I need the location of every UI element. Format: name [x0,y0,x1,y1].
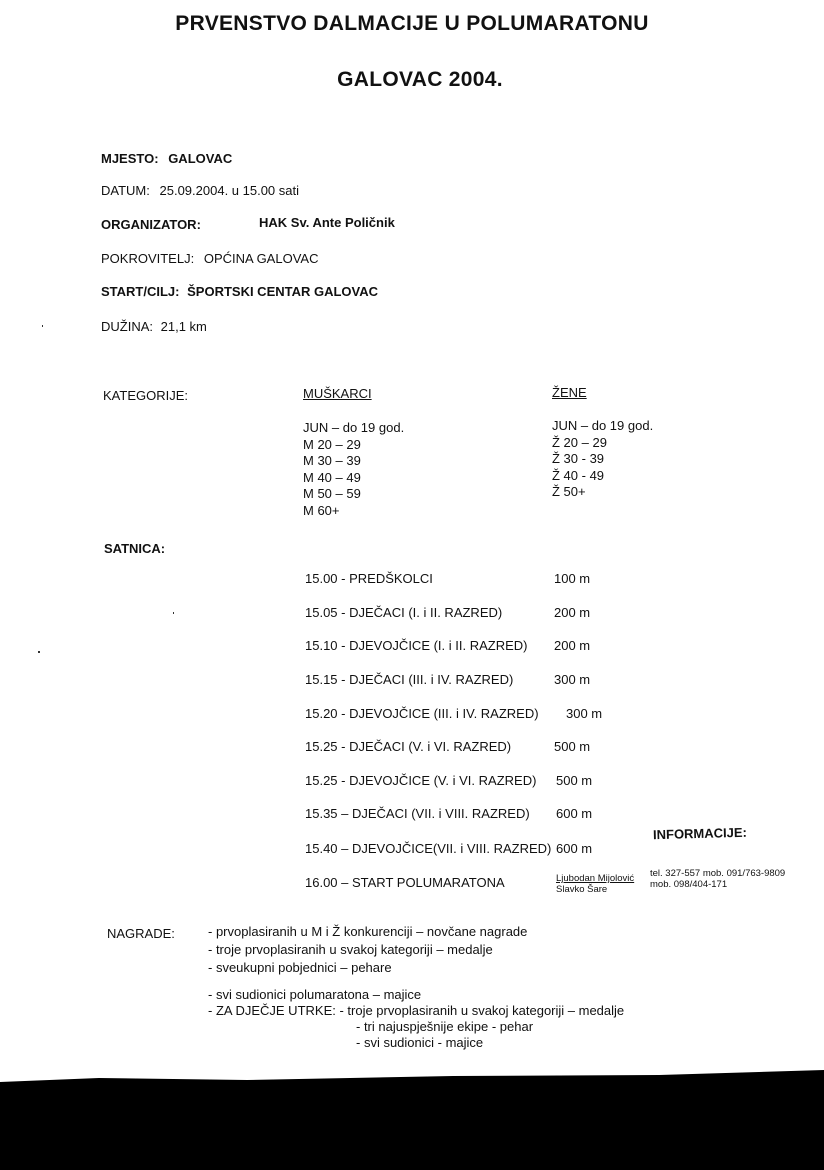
women-header: ŽENE [552,385,587,400]
schedule-event: 15.25 - DJEČACI (V. i VI. RAZRED) [305,739,512,754]
men-category: M 30 – 39 [303,453,361,468]
schedule-event: 15.35 – DJEČACI (VII. i VIII. RAZRED) [305,806,530,821]
duzina-label: DUŽINA: [101,319,153,334]
pokrovitelj-value: OPĆINA GALOVAC [203,251,319,266]
nagrade-item: - troje prvoplasiranih u svakoj kategoriji – medalje [208,942,493,957]
satnica-label: SATNICA: [104,541,166,556]
schedule-distance: 100 m [554,571,591,586]
men-category: M 20 – 29 [303,436,361,452]
schedule-event: 15.40 – DJEVOJČICE(VII. i VIII. RAZRED) [305,841,552,856]
women-category-list [552,418,653,501]
women-category: Ž 40 - 49 [552,467,605,483]
datum-value: 25.09.2004. u 15.00 sati [159,183,300,198]
schedule-event: 15.05 - DJEČACI (I. i II. RAZRED) [305,605,503,620]
document-subtitle: GALOVAC 2004. [337,68,503,91]
nagrade-sub-item: - svi sudionici - majice [356,1035,484,1050]
duzina-row [101,319,207,334]
men-category: M 40 – 49 [303,469,361,485]
informacije-title: INFORMACIJE: [652,824,748,843]
men-category-list [303,420,404,519]
pokrovitelj-label: POKROVITELJ: [101,251,195,266]
mjesto-value: GALOVAC [168,151,233,166]
schedule-distance: 600 m [556,841,593,856]
men-category: JUN – do 19 god. [303,420,405,435]
scan-speck [173,612,174,614]
scan-dark-edge [0,1070,824,1170]
contact-1-phone: tel. 327-557 mob. 091/763-9809 [650,868,786,879]
contact-1-name: Ljubodan Mijolović [556,873,635,884]
schedule-distance: 500 m [554,739,591,754]
organizator-label: ORGANIZATOR: [101,217,201,232]
schedule-distance: 200 m [554,605,591,620]
schedule-event: 15.20 - DJEVOJČICE (III. i IV. RAZRED) [305,706,539,721]
schedule-distance: 500 m [556,773,593,788]
contact-2-name: Slavko Šare [556,884,608,895]
men-category: M 60+ [303,502,340,518]
nagrade-sub-item: - tri najuspješnije ekipe - pehar [356,1019,534,1034]
contact-names [556,873,634,895]
men-header: MUŠKARCI [303,386,372,401]
nagrade-item: - prvoplasiranih u M i Ž konkurenciji – novčane nagrade [208,924,528,939]
start-label: START/CILJ: [101,284,180,299]
women-category: JUN – do 19 god. [552,418,654,433]
datum-row [101,183,299,198]
schedule-distance: 300 m [566,706,603,721]
kategorije-label: KATEGORIJE: [103,388,188,403]
mjesto-row [101,151,232,166]
schedule-event: 15.10 - DJEVOJČICE (I. i II. RAZRED) [305,638,528,653]
schedule-distance: 300 m [554,672,591,687]
datum-label: DATUM: [101,183,150,198]
schedule-event: 15.25 - DJEVOJČICE (V. i VI. RAZRED) [305,773,537,788]
scan-speck [38,651,40,653]
schedule-distance: 200 m [554,638,591,653]
organizator-value: HAK Sv. Ante Poličnik [259,215,395,230]
pokrovitelj-row [101,251,318,266]
nagrade-label: NAGRADE: [107,926,175,941]
nagrade-item: - svi sudionici polumaratona – majice [208,987,422,1002]
contact-2-phone: mob. 098/404-171 [650,879,728,890]
scan-speck [42,325,43,327]
women-category: Ž 50+ [552,484,586,499]
nagrade-item: - sveukupni pobjednici – pehare [208,960,392,975]
women-category: Ž 30 - 39 [552,451,605,466]
men-category: M 50 – 59 [303,486,361,501]
start-value: ŠPORTSKI CENTAR GALOVAC [187,284,379,299]
duzina-value: 21,1 km [160,319,207,334]
schedule-distance: 600 m [556,806,593,821]
women-category: Ž 20 – 29 [552,434,607,450]
mjesto-label: MJESTO: [101,151,159,166]
schedule-event: 16.00 – START POLUMARATONA [305,875,505,890]
schedule-event: 15.15 - DJEČACI (III. i IV. RAZRED) [305,672,514,687]
schedule-event: 15.00 - PREDŠKOLCI [305,571,433,586]
start-row [101,284,378,299]
nagrade-item: - ZA DJEČJE UTRKE: - troje prvoplasiranih u svakoj kategoriji – medalje [208,1003,625,1018]
contact-phones [650,868,785,890]
document-title: PRVENSTVO DALMACIJE U POLUMARATONU [175,12,649,35]
